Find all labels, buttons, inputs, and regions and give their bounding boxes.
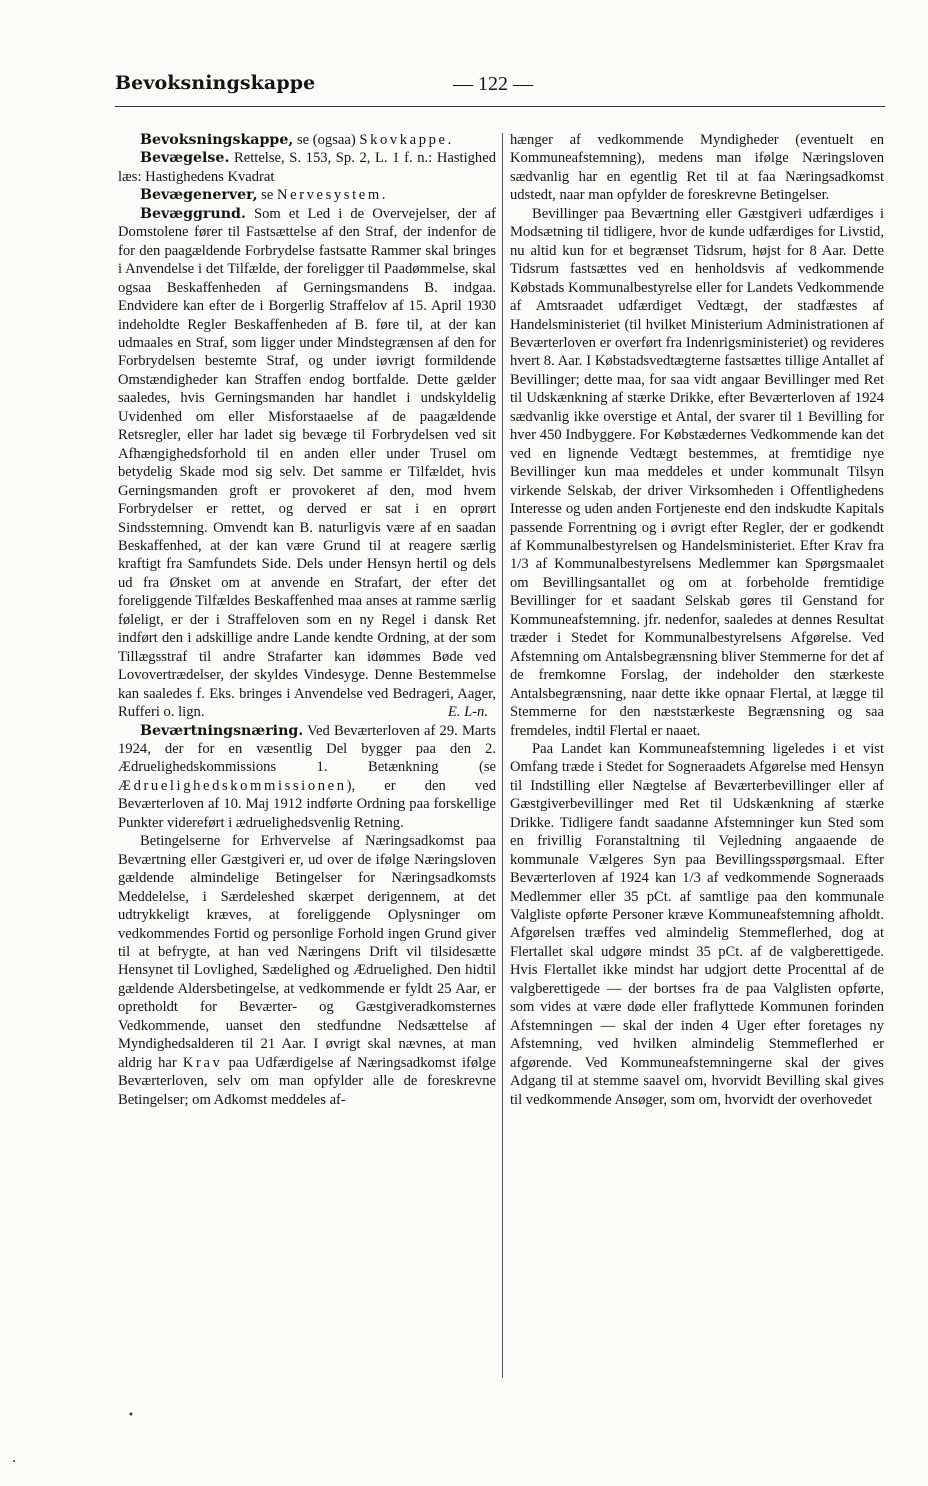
entry-bevoksningskappe: Bevoksningskappe, se (ogsaa) Skovkappe. (140, 132, 452, 148)
running-head-title: Bevoksningskappe (115, 72, 316, 94)
entry-bevaeggrund: Bevæggrund. Som et Led i de Overvejelser, der af Domstolene fører til Fastsættelse af den Straf, der indenfor de for den paagældende Forbrydelse fastsatte Rammer skal bringes i Anvendelse i det Tilfælde, der foreligger til Paadømmelse, skal ogsaa Beskaffenheden af Gerningsmandens B. indgaa. Endvidere kan efter de i Borgerlig Straffelov af 15. April 1930 indeholdte Regler Beskaffenheden af B. føre til, at der kan udmaales en Straf, som ligger under Mindstegrænsen af den for Forbrydelsen bestemte Straf, og under iøvrigt formildende Omstændigheder kan Straffen endog bortfalde. Dette gælder saaledes, hvis Gerningsmanden har handlet i undskyldelig Uvidenhed om eller Misforstaaelse af de paagældende Retsregler, eller har ladet sig bevæge til Forbrydelsen ved sit Afhængighedsforhold til en anden eller under Trusel om betydelig Skade mod sig selv. Det samme er Tilfældet, hvis Gerningsmanden groft er provokeret af den, mod hvem Forbrydelser er rettet, og derved er sat i en oprørt Sindsstemning. Omvendt kan B. naturligvis være af en saadan Beskaffenhed, at der kan være Grund til at reagere særlig kraftigt fra Samfundets Side. Dels under Hensyn hertil og dels ud fra Ønsket om at anvende en Strafart, der efter det foreliggende Tilfældes Beskaffenhed maa anses at ramme særlig føleligt, er der i Straffeloven som en ny Regel i dansk Ret indført den i adskillige andre Lande kendte Ordning, at der som Tillægsstraf til andre Strafarter kan idømmes Bøde ved Lovovertrædelser, der skyldes Vindesyge. Denne Bestemmelse kan saaledes f. Eks. bringes i Anvendelse ved Bedrageri, Aager, Rufferi o. lign. (118, 205, 496, 721)
paragraph: Paa Landet kan Kommuneafstemning ligeledes i et vist Omfang træde i Stedet for Sogneraadets Afgørelse med Hensyn til Indstilling eller Nægtelse af Beværterbevillinger eller af Gæstgiverbevillinger med Ret til Udskænkning af stærke Drikke. Tidligere fandt saadanne Afstemninger kun Sted som en frivillig Foranstaltning til Vejledning angaaende de kommunale Vælgeres Syn paa Bevillingsspørgsmaal. Efter Beværterloven af 1924 kan 1/3 af vedkommende Sogneraads Medlemmer eller 35 pCt. af samtlige paa den kommunale Valgliste opførte Personer kræve Kommuneafstemning afholdt. Afgørelsen træffes ved almindelig Stemmeflerhed, dog at Flertallet skal udgøre mindst 35 pCt. af de valgberettigede. Hvis Flertallet ikke mindst har udgjort dette Procenttal af de valgberettigede — der bortses fra de paa Valglisten opførte, som vides at være døde eller fraflyttede Kommunen forinden Afstemningen — skal der inden 4 Uger efter foretages ny Afstemning, ved hvilken almindelig Stemmeflerhed er afgørende. Ved Kommuneafstemningerne skal der gives Adgang til at stemme saavel om, hvorvidt Bevilling skal gives til vedkommende Ansøger, som om, hvorvidt der overhovedet (510, 740, 884, 1108)
entry-bevaertningsnaering: Beværtningsnæring. Ved Beværterloven af 29. Marts 1924, der for en væsentlig Del bygger paa den 2. Ædruelighedskommissions 1. Betænkning (se Ædruelighedskommissionen), er den ved Beværterloven af 10. Maj 1912 indførte Ordning paa forskellige Punkter videreført i ædruelighedsvenlig Retning. (118, 722, 496, 831)
cross-reference: Nervesystem (276, 187, 382, 204)
paragraph: Betingelserne for Erhvervelse af Næringsadkomst paa Beværtning eller Gæstgiveri er, ud over de ifølge Næringsloven gældende almindelige Betingelser for Næringsadkomsts Meddelelse, i Særdeleshed skærpet derigennem, at det udtrykkeligt kræves, at foreliggende Oplysninger om vedkommendes Fortid og personlige Forhold ingen Grund giver til at befrygte, at han ved Næringens Drift vil tilsidesætte Hensynet til Lovlighed, Sædelighed og Ædruelighed. Den hidtil gældende Aldersbetingelse, at vedkommende er fyldt 25 Aar, er opretholdt for Beværter- og Gæstgiveradkomsternes Vedkommende, uanset den stedfundne Nedsættelse af Myndighedsalderen til 21 Aar. I øvrigt skal nævnes, at man aldrig har Krav paa Udfærdigelse af Næringsadkomst ifølge Beværterloven, selv om man opfylder alle de foreskrevne Betingelser; om Adkomst meddeles af- (118, 833, 496, 1108)
page-number: — 122 — (453, 73, 533, 95)
author-signature: E. L-n. (447, 704, 488, 721)
speck-mark: • (128, 1410, 134, 1421)
cross-reference: Ædruelighedskommissionen (118, 777, 347, 794)
lemma: Bevægelse. (140, 150, 230, 167)
paragraph: hænger af vedkommende Myndigheder (eventuelt en Kommuneafstemning), medens man ifølge Næringsloven sædvanlig har en egentlig Ret til at faa Næringsadkomst udstedt, naar man opfylder de foreskrevne Betingelser. (510, 132, 884, 204)
cross-reference: Skovkappe (359, 132, 448, 148)
running-head (115, 72, 885, 102)
header-rule (115, 106, 885, 107)
lemma: Bevægenerver, (140, 187, 258, 204)
column-rule (502, 133, 503, 1378)
emphasis: Krav (182, 1054, 223, 1071)
lemma: Beværtningsnæring. (140, 722, 304, 739)
entry-bevaegenerver: Bevægenerver, se Nervesystem. (140, 187, 386, 204)
entry-bevaegelse: Bevægelse. Rettelse, S. 153, Sp. 2, L. 1 f. n.: Hastighed læs: Hastighedens Kvadrat (118, 150, 496, 185)
right-column (510, 131, 884, 1109)
lemma: Bevoksningskappe, (140, 132, 294, 148)
lemma: Bevæggrund. (140, 205, 246, 222)
speck-mark: • (12, 1458, 17, 1466)
paragraph: Bevillinger paa Beværtning eller Gæstgiveri udfærdiges i Modsætning til tidligere, hvor de kunde udfærdiges for Livstid, nu altid kun for et begrænset Tidsrum, højst for 8 Aar. Dette Tidsrum fastsættes ved en henholdsvis af vedkommende Købstads Kommunalbestyrelse eller for Landets Vedkommende af Amtsraadet udfærdiget Vedtægt, der stadfæstes af Handelsministeriet (til hvilket Ministerium Administrationen af Beværterloven er overført fra Indenrigsministeriet) og revideres hvert 8. Aar. I Købstadsvedtægterne fastsættes tillige Antallet af Bevillinger; dette maa, for saa vidt angaar Bevillinger med Ret til Udskænkning af stærke Drikke, efter Beværterloven af 1924 sædvanlig ikke overstige et Antal, der svarer til 1 Bevilling for hver 450 Indbyggere. For Købstædernes Vedkommende kan det ved en lignende Vedtægt bestemmes, at fremtidige nye Bevillinger kun maa meddeles et under kommunalt Tilsyn virkende Selskab, der driver Virksomheden i Offentlighedens Interesse og uden anden Fortjeneste end den indskudte Kapitals passende Forrentning og i øvrigt efter Regler, der er godkendt af Kommunalbestyrelsen og Handelsministeriet. Efter Krav fra 1/3 af Kommunalbestyrelsens Medlemmer kan Spørgsmaalet om Bevillingsantallet og om at forbeholde fremtidige Bevillinger for et saadant Selskab gøres til Genstand for Kommuneafstemning. jfr. nedenfor, saaledes at dennes Resultat træder i Stedet for Kommunalbestyrelsens Afgørelse. Ved Afstemning om Antalsbegrænsning bliver Stemmerne for det af de fremkomne Forslag, der indeholder den stærkeste Antalsbegrænsning, naar dette ikke opnaar Flertal, at lægge til Stemmerne for den næststærkeste Begrænsning og saa fremdeles, indtil Flertal er naaet. (510, 205, 884, 739)
left-column (118, 131, 496, 1109)
